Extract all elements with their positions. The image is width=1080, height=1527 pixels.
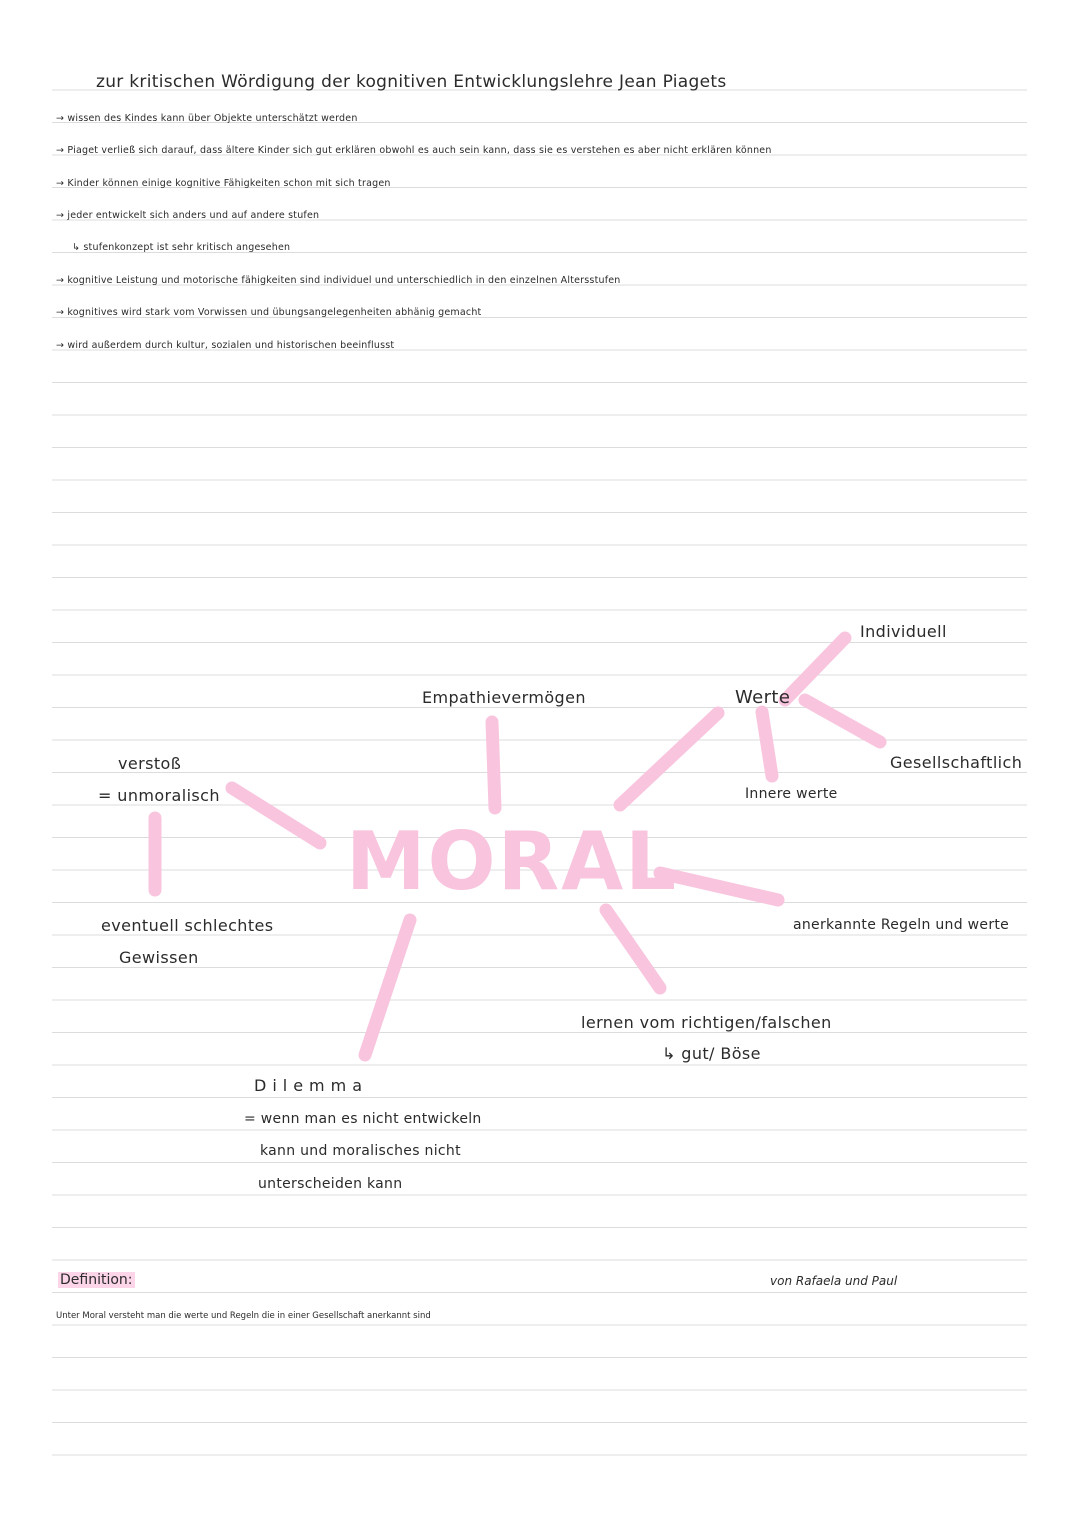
note-text: Piaget verließ sich darauf, dass ältere Kinder sich gut erklären obwohl es auch sein kann, dass sie es verstehen es aber nicht erklären können	[67, 145, 772, 156]
mindmap-node-gut-bose: ↳ gut/ Böse	[662, 1044, 761, 1063]
mindmap-node-gesellschaftlich: Gesellschaftlich	[890, 753, 1023, 772]
list-item	[56, 210, 319, 221]
mindmap-node-empathie: Empathievermögen	[422, 688, 586, 707]
list-item	[56, 145, 772, 156]
note-text: stufenkonzept ist sehr kritisch angesehen	[83, 242, 291, 253]
mindmap-center: MORAL	[346, 815, 679, 908]
arrow-icon: →	[56, 307, 65, 318]
mindmap-node-lernen: lernen vom richtigen/falschen	[581, 1013, 832, 1032]
mindmap-node-unmoralisch: = unmoralisch	[98, 786, 220, 805]
page-title: zur kritischen Wördigung der kognitiven Entwicklungslehre Jean Piagets	[96, 72, 727, 92]
list-item	[56, 178, 391, 189]
dilemma-definition-line: = wenn man es nicht entwickeln	[244, 1111, 482, 1127]
definition-label	[58, 1272, 135, 1288]
list-item	[56, 113, 358, 124]
arrow-icon: →	[56, 113, 65, 124]
note-text: wissen des Kindes kann über Objekte unterschätzt werden	[67, 113, 358, 124]
definition-text: Unter Moral versteht man die werte und Regeln die in einer Gesellschaft anerkannt sind	[56, 1311, 431, 1321]
dilemma-definition-line: unterscheiden kann	[258, 1176, 403, 1192]
arrow-icon: →	[56, 145, 65, 156]
arrow-icon: →	[56, 178, 65, 189]
mindmap-node-schlechtes: eventuell schlechtes	[101, 916, 274, 935]
note-text: wird außerdem durch kultur, sozialen und historischen beeinflusst	[67, 340, 395, 351]
mindmap-node-werte: Werte	[735, 687, 791, 708]
arrow-icon: →	[56, 210, 65, 221]
note-text: jeder entwickelt sich anders und auf andere stufen	[67, 210, 320, 221]
list-item	[72, 242, 290, 253]
mindmap-node-anerkannte: anerkannte Regeln und werte	[793, 917, 1010, 933]
authors: von Rafaela und Paul	[770, 1274, 898, 1288]
mindmap-node-individuell: Individuell	[860, 622, 947, 641]
list-item	[56, 307, 481, 318]
note-text: kognitives wird stark vom Vorwissen und übungsangelegenheiten abhänig gemacht	[67, 307, 482, 318]
dilemma-definition-line: kann und moralisches nicht	[260, 1143, 461, 1159]
arrow-icon: →	[56, 275, 65, 286]
note-text: kognitive Leistung und motorische fähigkeiten sind individuel und unterschiedlich in den einzelnen Altersstufen	[67, 275, 621, 286]
sub-arrow-icon: ↳	[72, 242, 81, 253]
mindmap-node-verstoss: verstoß	[118, 754, 182, 773]
arrow-icon: →	[56, 340, 65, 351]
list-item	[56, 275, 621, 286]
definition-label-text: Definition:	[60, 1272, 133, 1288]
mindmap-node-gewissen: Gewissen	[119, 948, 199, 967]
note-text: Kinder können einige kognitive Fähigkeiten schon mit sich tragen	[67, 178, 391, 189]
mindmap-node-innere-werte: Innere werte	[745, 786, 838, 802]
mindmap-node-dilemma: Dilemma	[254, 1076, 369, 1095]
list-item	[56, 340, 394, 351]
